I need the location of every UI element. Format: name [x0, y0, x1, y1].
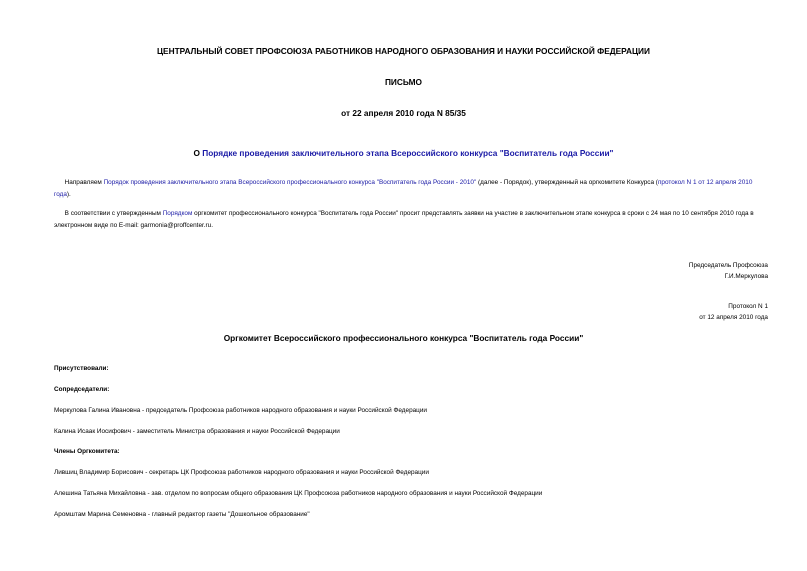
para2-text-2: оргкомитет профессионального конкурса "Воспитатель года России" просит представлять заявки на участие в заключительном этапе конкурса в сроки с 24 мая по 10 сентября 2010 года в электронном виде по E-mail: garmonia@proffcenter.ru. — [54, 210, 754, 229]
protocol-number: Протокол N 1 — [728, 303, 768, 310]
signature-block — [689, 261, 768, 282]
cochair-item: Меркулова Галина Ивановна - председатель Профсоюза работников народного образования и науки Российской Федерации — [54, 407, 427, 414]
para1-text-1: Направляем — [64, 179, 104, 186]
paragraph-1 — [54, 177, 770, 200]
member-item: Лившиц Владимир Борисович - секретарь ЦК Профсоюза работников народного образования и науки Российской Федерации — [54, 469, 429, 476]
subject-heading — [0, 148, 807, 158]
signature-name: Г.И.Меркулова — [724, 272, 768, 280]
cochair-item: Калина Исаак Иосифович - заместитель Министра образования и науки Российской Федерации — [54, 428, 340, 435]
para1-text-3: ). — [66, 190, 71, 198]
doc-date-number: от 22 апреля 2010 года N 85/35 — [341, 108, 466, 118]
cochairs-label: Сопредседатели: — [54, 386, 110, 393]
para2-text-1: В соответствии с утвержденным — [64, 210, 163, 217]
subject-prefix: О — [193, 148, 203, 158]
order-ref-link[interactable]: Порядком — [162, 210, 193, 217]
subject-link[interactable]: Порядке проведения заключительного этапа Всероссийского конкурса "Воспитатель года России" — [202, 148, 614, 158]
committee-title: Оргкомитет Всероссийского профессионального конкурса "Воспитатель года России" — [223, 333, 584, 343]
order-link[interactable]: Порядок проведения заключительного этапа Всероссийского профессионального конкурса "Воспитатель года России - 2010" — [103, 179, 477, 186]
protocol-link[interactable]: протокол N 1 от 12 апреля 2010 года — [54, 179, 753, 198]
para1-text-2: (далее - Порядок), утвержденный на оргкомитете Конкурса ( — [476, 179, 658, 186]
present-label: Присутствовали: — [54, 365, 109, 372]
protocol-block — [699, 302, 768, 323]
signature-position: Председатель Профсоюза — [688, 262, 768, 269]
org-heading: ЦЕНТРАЛЬНЫЙ СОВЕТ ПРОФСОЮЗА РАБОТНИКОВ НАРОДНОГО ОБРАЗОВАНИЯ И НАУКИ РОССИЙСКОЙ ФЕДЕРАЦИИ — [157, 46, 650, 56]
paragraph-2 — [54, 208, 770, 231]
members-label: Члены Оргкомитета: — [54, 448, 120, 455]
protocol-date: от 12 апреля 2010 года — [699, 313, 768, 321]
doc-type: ПИСЬМО — [384, 77, 423, 87]
member-item: Аромштам Марина Семеновна - главный редактор газеты "Дошкольное образование" — [54, 511, 310, 518]
member-item: Алешина Татьяна Михайловна - зав. отделом по вопросам общего образования ЦК Профсоюза работников народного образования и науки Российской Федерации — [54, 490, 543, 497]
